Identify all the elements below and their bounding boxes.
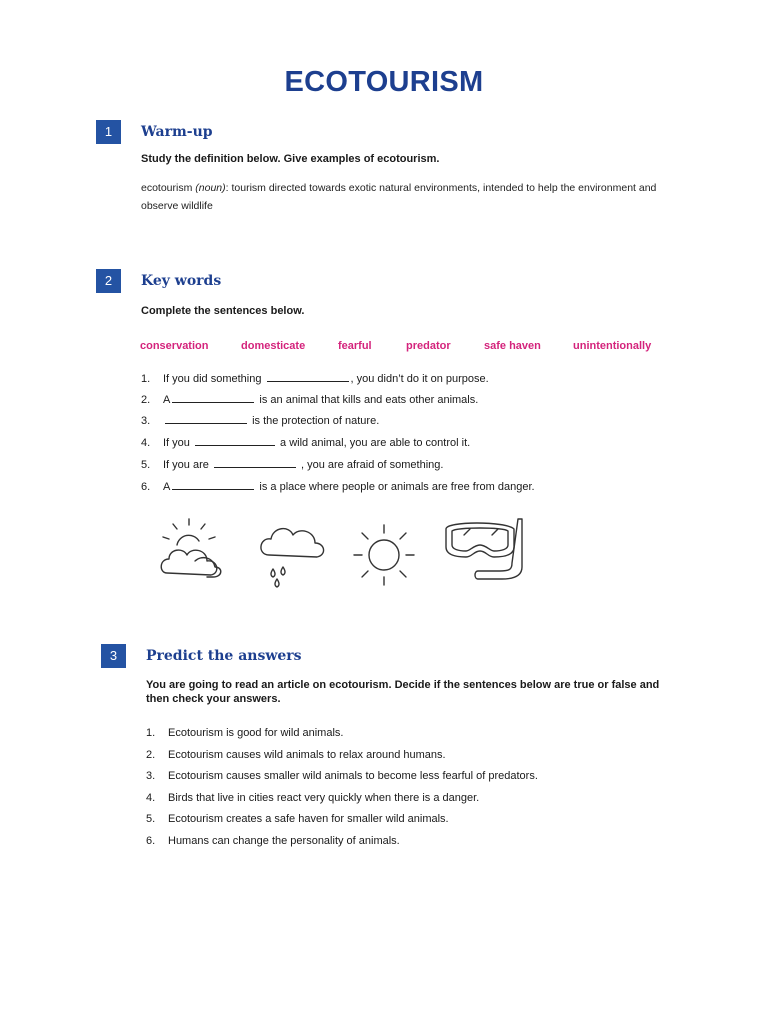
sentence-text: is a place where people or animals are free from danger. [259, 481, 535, 493]
sentence-text: is an animal that kills and eats other animals. [259, 394, 479, 406]
list-item [141, 371, 489, 385]
answer-blank[interactable] [172, 392, 254, 403]
list-item [141, 435, 470, 449]
answer-blank[interactable] [267, 371, 349, 382]
list-item [141, 479, 535, 493]
answer-blank[interactable] [195, 435, 275, 446]
warmup-instruction: Study the definition below. Give examples of ecotourism. [141, 153, 440, 165]
sentence-text: If you did something [163, 373, 262, 385]
statement-text: Ecotourism causes wild animals to relax around humans. [168, 749, 446, 761]
section-number-3: 3 [101, 644, 126, 668]
sun-behind-cloud-icon [161, 519, 221, 577]
statement-text: Birds that live in cities react very quickly when there is a danger. [168, 792, 480, 804]
section-number-1: 1 [96, 120, 121, 144]
statement-text: Ecotourism is good for wild animals. [168, 727, 344, 739]
predict-instruction: You are going to read an article on ecotourism. Decide if the sentences below are true or false and then check your answers. [146, 679, 660, 705]
word-bank-item: fearful [338, 340, 372, 352]
sentence-text: If you are [163, 459, 209, 471]
answer-blank[interactable] [165, 413, 247, 424]
word-bank-item: domesticate [241, 340, 306, 352]
list-item [146, 770, 538, 782]
item-number: 1. [141, 373, 151, 385]
page-title: ECOTOURISM [284, 66, 484, 98]
item-number: 3. [146, 770, 156, 782]
item-number: 6. [146, 835, 156, 847]
sentence-text: , you are afraid of something. [300, 459, 444, 471]
definition-term: ecotourism [141, 182, 193, 194]
icon-row [155, 515, 540, 597]
word-bank-item: conservation [140, 340, 209, 352]
list-item [141, 392, 478, 406]
snorkel-mask-icon [446, 519, 522, 579]
sentence-text: If you [163, 437, 190, 449]
sentence-text: , you didn’t do it on purpose. [350, 373, 489, 385]
word-bank-item: unintentionally [573, 340, 652, 352]
sentence-text: a wild animal, you are able to control it. [280, 437, 471, 449]
item-number: 6. [141, 481, 151, 493]
sentence-text: A [163, 394, 171, 406]
list-item [141, 413, 379, 427]
section-heading-predict: Predict the answers [146, 648, 302, 664]
section-heading-keywords: Key words [141, 273, 222, 289]
list-item [146, 835, 400, 847]
item-number: 2. [141, 394, 151, 406]
item-number: 4. [141, 437, 151, 449]
statement-text: Ecotourism creates a safe haven for smaller wild animals. [168, 813, 449, 825]
item-number: 2. [146, 749, 156, 761]
list-item [141, 457, 443, 471]
definition-paragraph [141, 179, 671, 215]
section-number-2: 2 [96, 269, 121, 293]
statement-text: Humans can change the personality of animals. [168, 835, 400, 847]
rain-cloud-icon [261, 529, 324, 587]
item-number: 3. [141, 415, 151, 427]
item-number: 5. [146, 813, 156, 825]
definition-part-of-speech: (noun) [195, 182, 226, 194]
item-number: 5. [141, 459, 151, 471]
statement-text: Ecotourism causes smaller wild animals to become less fearful of predators. [168, 770, 538, 782]
definition-text: : tourism directed towards exotic natural environments, intended to help the environment and observe wildlife [141, 182, 657, 212]
answer-blank[interactable] [214, 457, 296, 468]
list-item [146, 813, 449, 825]
section-heading-warmup: Warm-up [141, 124, 213, 140]
item-number: 4. [146, 792, 156, 804]
list-item [146, 792, 479, 804]
list-item [146, 749, 446, 761]
answer-blank[interactable] [172, 479, 254, 490]
sentence-text: A [163, 481, 171, 493]
word-bank-item: predator [406, 340, 451, 352]
keywords-instruction: Complete the sentences below. [141, 305, 305, 317]
sun-icon [354, 525, 414, 585]
sentence-text: is the protection of nature. [252, 415, 380, 427]
item-number: 1. [146, 727, 156, 739]
list-item [146, 727, 343, 739]
word-bank-item: safe haven [484, 340, 541, 352]
